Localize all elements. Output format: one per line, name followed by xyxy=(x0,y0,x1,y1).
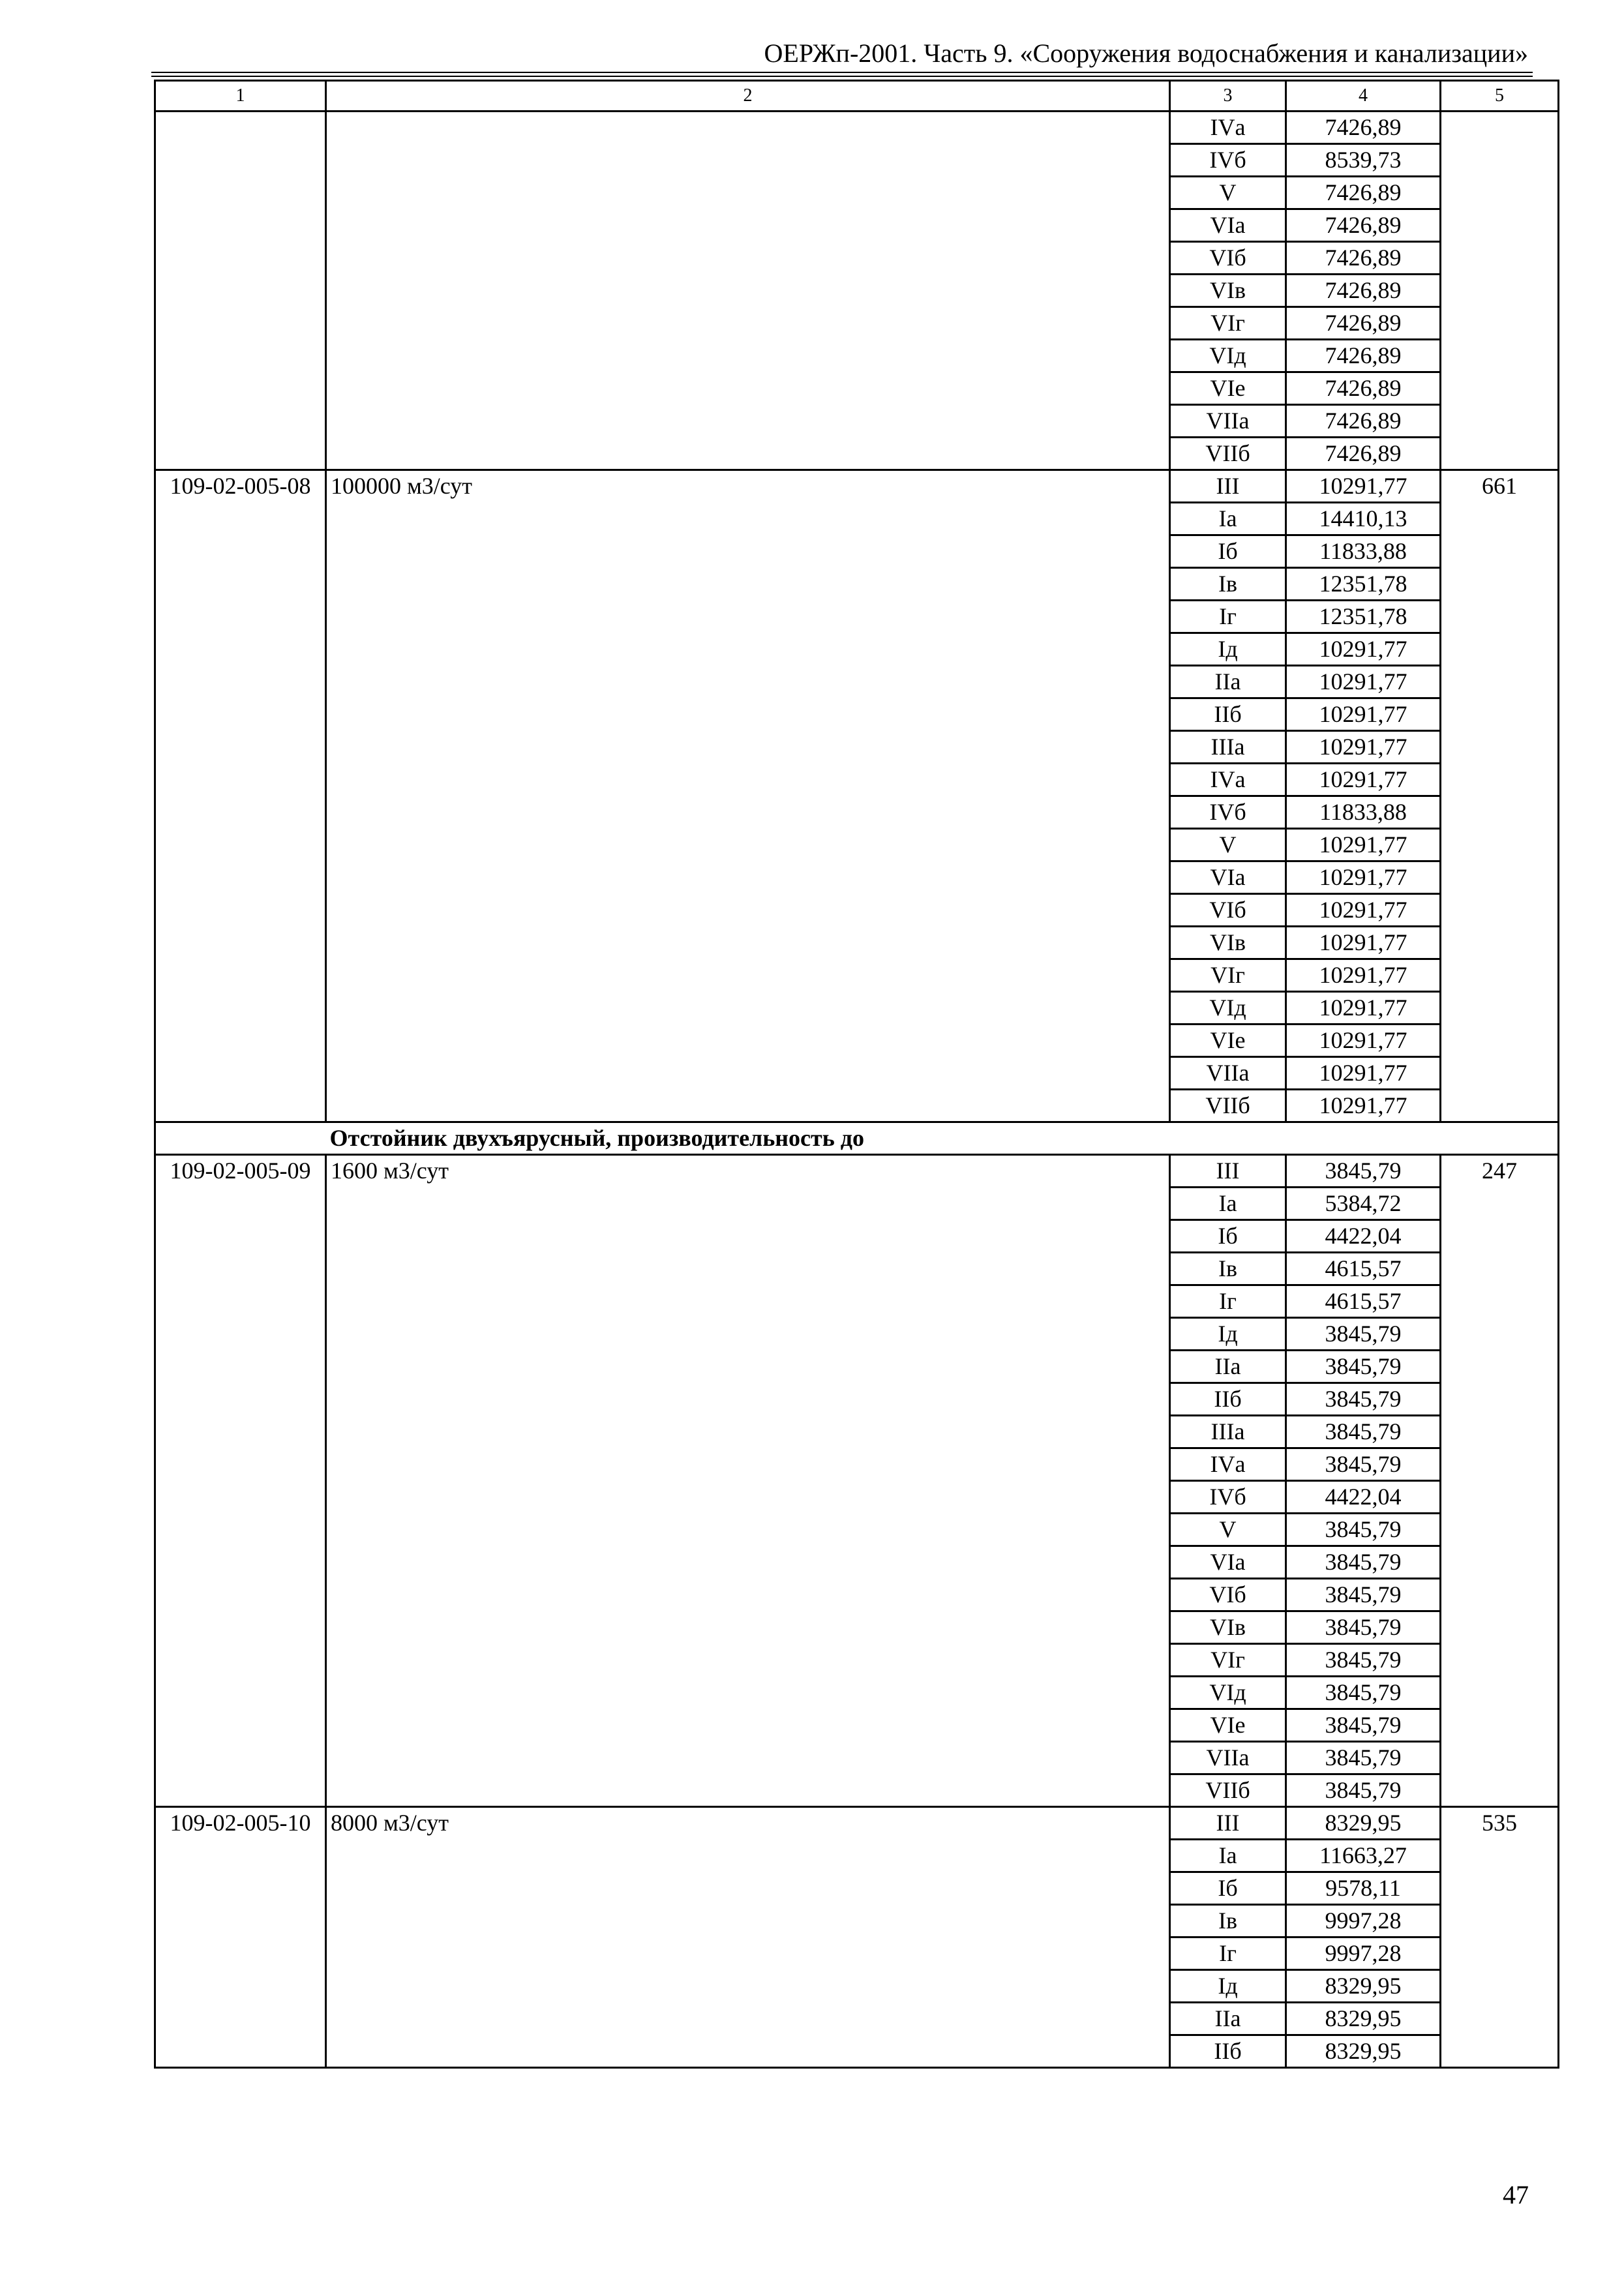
rate-value-cell: 7426,89 xyxy=(1286,242,1441,275)
rate-value-cell: 3845,79 xyxy=(1286,1677,1441,1709)
rate-value-cell: 11663,27 xyxy=(1286,1840,1441,1872)
header-rule-top xyxy=(151,72,1533,73)
rate-value-cell: 10291,77 xyxy=(1286,633,1441,666)
rate-value-cell: 3845,79 xyxy=(1286,1383,1441,1416)
zone-cell: VIе xyxy=(1170,1025,1286,1057)
rate-value-cell: 7426,89 xyxy=(1286,372,1441,405)
rate-value-cell: 10291,77 xyxy=(1286,829,1441,861)
rate-value-cell: 7426,89 xyxy=(1286,177,1441,209)
rate-value-cell: 3845,79 xyxy=(1286,1709,1441,1742)
rate-value-cell: 9997,28 xyxy=(1286,1905,1441,1937)
zone-cell: VIа xyxy=(1170,1546,1286,1579)
zone-cell: III xyxy=(1170,1155,1286,1188)
rate-value-cell: 10291,77 xyxy=(1286,894,1441,927)
zone-cell: Iд xyxy=(1170,633,1286,666)
zone-cell: IVа xyxy=(1170,764,1286,796)
rate-value-cell: 10291,77 xyxy=(1286,1057,1441,1090)
rate-value-cell: 11833,88 xyxy=(1286,535,1441,568)
table-body xyxy=(155,112,1559,2068)
zone-cell: VIв xyxy=(1170,1611,1286,1644)
rate-value-cell: 3845,79 xyxy=(1286,1546,1441,1579)
zone-cell: IVа xyxy=(1170,1448,1286,1481)
labor-value-cell: 535 xyxy=(1441,1807,1559,2068)
zone-cell: VIа xyxy=(1170,209,1286,242)
rate-value-cell: 4615,57 xyxy=(1286,1285,1441,1318)
zone-cell: VIIа xyxy=(1170,1742,1286,1774)
zone-cell: Iг xyxy=(1170,1937,1286,1970)
rates-table xyxy=(154,80,1559,2069)
rate-value-cell: 7426,89 xyxy=(1286,438,1441,470)
rate-value-cell: 4422,04 xyxy=(1286,1481,1441,1514)
rate-value-cell: 8329,95 xyxy=(1286,1807,1441,1840)
zone-cell: V xyxy=(1170,829,1286,861)
zone-cell: IIIа xyxy=(1170,1416,1286,1448)
column-number: 2 xyxy=(326,81,1170,112)
rate-name-cell: 8000 м3/сут xyxy=(326,1807,1170,2068)
rate-value-cell: 4615,57 xyxy=(1286,1253,1441,1285)
rate-value-cell: 10291,77 xyxy=(1286,666,1441,698)
zone-cell: IIа xyxy=(1170,1351,1286,1383)
rate-value-cell: 9997,28 xyxy=(1286,1937,1441,1970)
zone-cell: Iд xyxy=(1170,1318,1286,1351)
zone-cell: V xyxy=(1170,1514,1286,1546)
labor-value-cell: 661 xyxy=(1441,470,1559,1122)
table-row xyxy=(155,112,1559,144)
section-title: Отстойник двухъярусный, производительность до xyxy=(326,1122,1559,1155)
rate-value-cell: 3845,79 xyxy=(1286,1448,1441,1481)
rate-value-cell: 7426,89 xyxy=(1286,405,1441,438)
rate-value-cell: 5384,72 xyxy=(1286,1188,1441,1220)
rate-name-cell: 1600 м3/сут xyxy=(326,1155,1170,1807)
rate-value-cell: 8329,95 xyxy=(1286,2035,1441,2068)
zone-cell: Iб xyxy=(1170,1220,1286,1253)
rate-value-cell: 3845,79 xyxy=(1286,1644,1441,1677)
rate-value-cell: 7426,89 xyxy=(1286,307,1441,340)
zone-cell: Iа xyxy=(1170,1840,1286,1872)
zone-cell: Iд xyxy=(1170,1970,1286,2003)
rate-value-cell: 7426,89 xyxy=(1286,112,1441,144)
rate-value-cell: 3845,79 xyxy=(1286,1514,1441,1546)
zone-cell: VIIб xyxy=(1170,1774,1286,1807)
column-number: 3 xyxy=(1170,81,1286,112)
zone-cell: VIе xyxy=(1170,1709,1286,1742)
rate-value-cell: 10291,77 xyxy=(1286,861,1441,894)
rate-value-cell: 14410,13 xyxy=(1286,503,1441,535)
zone-cell: Iб xyxy=(1170,1872,1286,1905)
rate-value-cell: 3845,79 xyxy=(1286,1155,1441,1188)
rate-value-cell: 8539,73 xyxy=(1286,144,1441,177)
zone-cell: IVб xyxy=(1170,796,1286,829)
zone-cell: VIд xyxy=(1170,1677,1286,1709)
section-empty-cell xyxy=(155,1122,326,1155)
column-number: 1 xyxy=(155,81,326,112)
rate-name-cell xyxy=(326,112,1170,470)
zone-cell: VIг xyxy=(1170,307,1286,340)
zone-cell: Iг xyxy=(1170,1285,1286,1318)
zone-cell: VIв xyxy=(1170,927,1286,959)
zone-cell: Iб xyxy=(1170,535,1286,568)
rate-value-cell: 7426,89 xyxy=(1286,275,1441,307)
table-row xyxy=(155,1807,1559,1840)
zone-cell: IIб xyxy=(1170,698,1286,731)
zone-cell: VIб xyxy=(1170,894,1286,927)
rate-code-cell: 109-02-005-08 xyxy=(155,470,326,1122)
zone-cell: VIе xyxy=(1170,372,1286,405)
zone-cell: VIб xyxy=(1170,242,1286,275)
table-row xyxy=(155,470,1559,503)
rate-value-cell: 10291,77 xyxy=(1286,1025,1441,1057)
rate-value-cell: 8329,95 xyxy=(1286,1970,1441,2003)
rate-value-cell: 3845,79 xyxy=(1286,1416,1441,1448)
zone-cell: Iг xyxy=(1170,601,1286,633)
rate-value-cell: 3845,79 xyxy=(1286,1579,1441,1611)
zone-cell: VIIб xyxy=(1170,438,1286,470)
rate-code-cell: 109-02-005-09 xyxy=(155,1155,326,1807)
rate-value-cell: 3845,79 xyxy=(1286,1351,1441,1383)
rate-value-cell: 10291,77 xyxy=(1286,470,1441,503)
rate-value-cell: 3845,79 xyxy=(1286,1774,1441,1807)
zone-cell: VIб xyxy=(1170,1579,1286,1611)
rate-value-cell: 12351,78 xyxy=(1286,601,1441,633)
column-number: 5 xyxy=(1441,81,1559,112)
zone-cell: VIг xyxy=(1170,1644,1286,1677)
zone-cell: IIа xyxy=(1170,666,1286,698)
rate-value-cell: 7426,89 xyxy=(1286,340,1441,372)
zone-cell: Iа xyxy=(1170,1188,1286,1220)
rate-code-cell: 109-02-005-10 xyxy=(155,1807,326,2068)
zone-cell: IVа xyxy=(1170,112,1286,144)
rate-value-cell: 4422,04 xyxy=(1286,1220,1441,1253)
rate-value-cell: 10291,77 xyxy=(1286,764,1441,796)
zone-cell: VIв xyxy=(1170,275,1286,307)
zone-cell: III xyxy=(1170,470,1286,503)
zone-cell: VIIб xyxy=(1170,1090,1286,1122)
zone-cell: Iв xyxy=(1170,1905,1286,1937)
rate-value-cell: 10291,77 xyxy=(1286,731,1441,764)
rate-value-cell: 3845,79 xyxy=(1286,1742,1441,1774)
rate-value-cell: 9578,11 xyxy=(1286,1872,1441,1905)
zone-cell: VIд xyxy=(1170,340,1286,372)
zone-cell: VIIа xyxy=(1170,1057,1286,1090)
zone-cell: Iв xyxy=(1170,1253,1286,1285)
labor-value-cell: 247 xyxy=(1441,1155,1559,1807)
column-number-header xyxy=(155,81,1559,112)
zone-cell: Iв xyxy=(1170,568,1286,601)
zone-cell: VIа xyxy=(1170,861,1286,894)
zone-cell: V xyxy=(1170,177,1286,209)
zone-cell: IIIа xyxy=(1170,731,1286,764)
zone-cell: IIа xyxy=(1170,2003,1286,2035)
rate-value-cell: 3845,79 xyxy=(1286,1318,1441,1351)
rate-code-cell xyxy=(155,112,326,470)
zone-cell: IIб xyxy=(1170,2035,1286,2068)
labor-value-cell xyxy=(1441,112,1559,470)
zone-cell: III xyxy=(1170,1807,1286,1840)
zone-cell: IVб xyxy=(1170,1481,1286,1514)
rate-value-cell: 10291,77 xyxy=(1286,959,1441,992)
rate-value-cell: 7426,89 xyxy=(1286,209,1441,242)
column-number: 4 xyxy=(1286,81,1441,112)
table-row xyxy=(155,1155,1559,1188)
zone-cell: VIд xyxy=(1170,992,1286,1025)
rate-name-cell: 100000 м3/сут xyxy=(326,470,1170,1122)
zone-cell: IIб xyxy=(1170,1383,1286,1416)
header-rule-bottom xyxy=(151,76,1533,77)
document-header-title: ОЕРЖп-2001. Часть 9. «Сооружения водоснабжения и канализации» xyxy=(764,38,1528,68)
rate-value-cell: 10291,77 xyxy=(1286,927,1441,959)
rate-value-cell: 10291,77 xyxy=(1286,698,1441,731)
zone-cell: VIг xyxy=(1170,959,1286,992)
zone-cell: Iа xyxy=(1170,503,1286,535)
zone-cell: IVб xyxy=(1170,144,1286,177)
rate-value-cell: 10291,77 xyxy=(1286,992,1441,1025)
rate-value-cell: 12351,78 xyxy=(1286,568,1441,601)
zone-cell: VIIа xyxy=(1170,405,1286,438)
section-header-row xyxy=(155,1122,1559,1155)
rate-value-cell: 10291,77 xyxy=(1286,1090,1441,1122)
page-number: 47 xyxy=(1503,2180,1529,2209)
rate-value-cell: 8329,95 xyxy=(1286,2003,1441,2035)
rate-value-cell: 11833,88 xyxy=(1286,796,1441,829)
rate-value-cell: 3845,79 xyxy=(1286,1611,1441,1644)
